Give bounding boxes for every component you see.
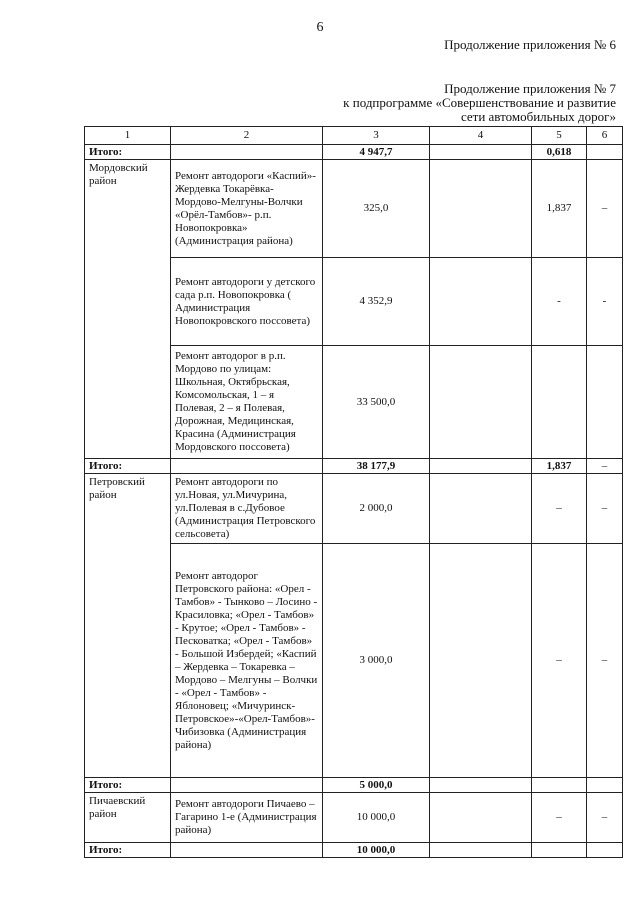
empty-cell <box>171 459 323 474</box>
page-number: 6 <box>316 20 324 35</box>
value-c6: – <box>587 474 623 544</box>
table-row <box>85 474 623 544</box>
empty-cell <box>171 778 323 793</box>
work-description: Ремонт автодороги Пичаево – Гагарино 1-е (Администрация района) <box>171 793 323 843</box>
total-row-mordovsky <box>85 459 623 474</box>
total-value-c5: 1,837 <box>532 459 587 474</box>
empty-cell <box>430 843 532 858</box>
empty-cell <box>430 474 532 544</box>
empty-cell <box>587 778 623 793</box>
total-value-c3: 10 000,0 <box>323 843 430 858</box>
empty-cell <box>430 544 532 778</box>
continuation-appendix-6: Продолжение приложения № 6 <box>444 37 616 52</box>
value-c6 <box>587 346 623 459</box>
total-value-c5: 0,618 <box>532 145 587 160</box>
empty-cell <box>430 258 532 346</box>
empty-cell <box>430 778 532 793</box>
column-header: 5 <box>532 127 587 145</box>
empty-cell <box>171 145 323 160</box>
value-c3: 33 500,0 <box>323 346 430 459</box>
work-description: Ремонт автодороги по ул.Новая, ул.Мичурина, ул.Полевая в с.Дубовое (Администрация Петровского сельсовета) <box>171 474 323 544</box>
total-row-top <box>85 145 623 160</box>
value-c5: 1,837 <box>532 160 587 258</box>
empty-cell <box>171 843 323 858</box>
total-row-pichaevsky <box>85 843 623 858</box>
total-value-c3: 38 177,9 <box>323 459 430 474</box>
continuation-appendix-7-block <box>343 82 616 124</box>
empty-cell <box>532 843 587 858</box>
continuation-appendix-7: Продолжение приложения № 7 <box>444 81 616 96</box>
work-description: Ремонт автодороги у детского сада р.п. Новопокровка ( Администрация Новопокровского поссовета) <box>171 258 323 346</box>
value-c3: 4 352,9 <box>323 258 430 346</box>
total-value-c3: 5 000,0 <box>323 778 430 793</box>
total-label: Итого: <box>85 778 171 793</box>
value-c5: – <box>532 474 587 544</box>
subprogram-line: к подпрограмме «Совершенствование и развитие <box>343 95 616 110</box>
table-row <box>85 160 623 258</box>
value-c6: – <box>587 793 623 843</box>
work-description: Ремонт автодорог в р.п. Мордово по улицам: Школьная, Октябрьская, Комсомольская, 1 – я Полевая, 2 – я Полевая, Дорожная, Медицинская, Красина (Администрация Мордовского поссовета) <box>171 346 323 459</box>
empty-cell <box>430 160 532 258</box>
column-header: 2 <box>171 127 323 145</box>
work-description: Ремонт автодороги «Каспий»-Жердевка Токарёвка-Мордово-Мелгуны-Волчки «Орёл-Тамбов»- р.п. Новопокровка» (Администрация района) <box>171 160 323 258</box>
empty-cell <box>430 459 532 474</box>
value-c6: - <box>587 258 623 346</box>
empty-cell <box>430 145 532 160</box>
column-header: 3 <box>323 127 430 145</box>
subprogram-line-2: сети автомобильных дорог» <box>460 109 616 124</box>
value-c5: - <box>532 258 587 346</box>
value-c5: – <box>532 544 587 778</box>
total-value-c6: – <box>587 459 623 474</box>
empty-cell <box>430 793 532 843</box>
value-c5: – <box>532 793 587 843</box>
appendix-table <box>84 126 623 858</box>
value-c3: 3 000,0 <box>323 544 430 778</box>
total-value-c3: 4 947,7 <box>323 145 430 160</box>
value-c3: 10 000,0 <box>323 793 430 843</box>
empty-cell <box>587 145 623 160</box>
column-header: 1 <box>85 127 171 145</box>
value-c5 <box>532 346 587 459</box>
value-c3: 2 000,0 <box>323 474 430 544</box>
total-label: Итого: <box>85 145 171 160</box>
table-header-row <box>85 127 623 145</box>
table-row <box>85 793 623 843</box>
district-petrovsky: Петровский район <box>85 474 171 778</box>
column-header: 4 <box>430 127 532 145</box>
work-description: Ремонт автодорог Петровского района: «Орел - Тамбов» - Тынково – Лосино - Красиловка; «Орел - Тамбов» - Крутое; «Орел - Тамбов» - Песковатка; «Орел - Тамбов» - Большой Избердей; «Каспий – Жердевка – Токаревка – Мордово – Мелгуны – Волчки - «Орел - Тамбов» - Яблоновец; «Мичуринск-Петровское»-«Орел-Тамбов»-Чибизовка (Администрация района) <box>171 544 323 778</box>
column-header: 6 <box>587 127 623 145</box>
district-pichaevsky: Пичаевский район <box>85 793 171 843</box>
total-label: Итого: <box>85 459 171 474</box>
empty-cell <box>430 346 532 459</box>
value-c3: 325,0 <box>323 160 430 258</box>
total-label: Итого: <box>85 843 171 858</box>
value-c6: – <box>587 544 623 778</box>
total-row-petrovsky <box>85 778 623 793</box>
empty-cell <box>532 778 587 793</box>
empty-cell <box>587 843 623 858</box>
value-c6: – <box>587 160 623 258</box>
district-mordovsky: Мордовский район <box>85 160 171 459</box>
